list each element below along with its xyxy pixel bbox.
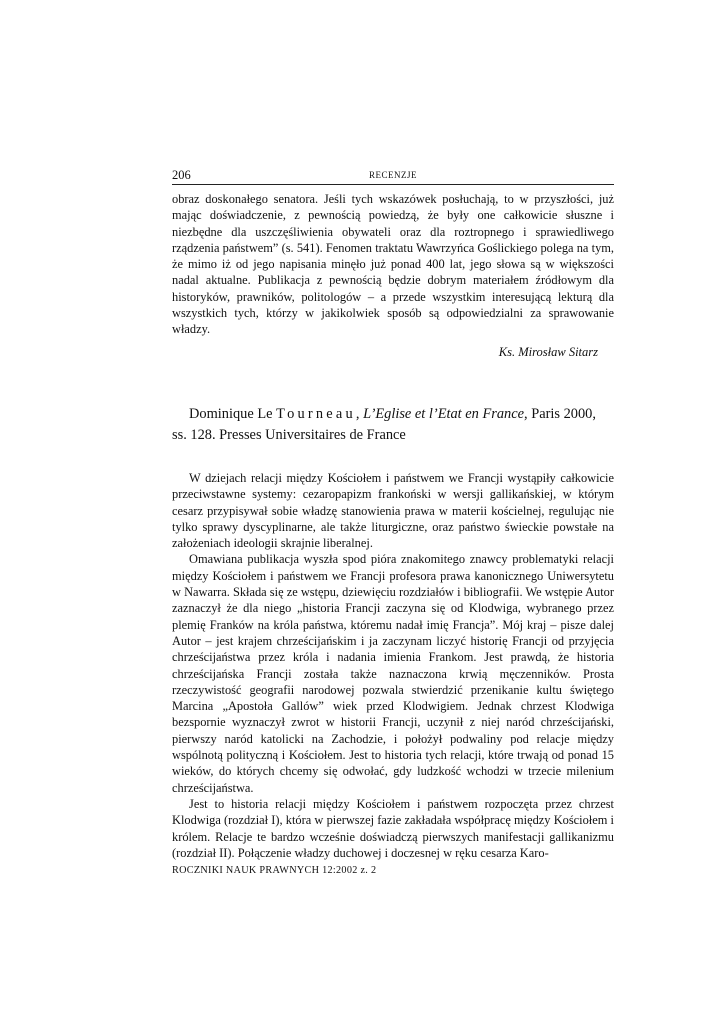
publication-details-1: , Paris 2000,	[524, 406, 596, 422]
previous-review-text	[172, 191, 614, 338]
review-body	[172, 470, 614, 861]
page-number: 206	[172, 168, 191, 182]
separator: ,	[355, 406, 360, 422]
author-last-name: Tourneau	[276, 406, 356, 422]
paragraph: Omawiana publikacja wyszła spod pióra znakomitego znawcy problematyki relacji między Kościołem i państwem we Francji profesora prawa kanonicznego Uniwersytetu w Nawarra. Składa się ze wstępu, dziewięciu rozdziałów i bibliografii. We wstępie Autor zaznaczył że dla niego „historia Francji zaczyna się od Klodwiga, wybranego przez plemię Franków na króla państwa, któremu nadał imię Francja”. Mój kraj – pisze dalej Autor – jest krajem chrześcijańskim i ja zaczynam liczyć historię Francji od przyjęcia chrześcijaństwa przez króla i nadania imienia Frankom. Jest prawdą, że historia chrześcijańska Francji została także naznaczona krwią męczenników. Prosta rzeczywistość geografii narodowej pozwala stwierdzić przenikanie kultu świętego Marcina „Apostoła Gallów” wiek przed Klodwigiem. Jednak chrzest Klodwiga bezspornie wyznaczył zwrot w historii Francji, uczynił z niej naród chrześcijański, pierwszy naród katolicki na Zachodzie, i położył podwaliny pod relacje między wspólnotą polityczną i Kościołem. Jest to historia tych relacji, które trwają od ponad 15 wieków, do których chcemy się odwołać, gdy ludzkość wchodzi w trzecie milenium chrześcijaństwa.	[172, 552, 614, 795]
reviewer-signature: Ks. Mirosław Sitarz	[498, 345, 598, 359]
author-first-name: Dominique Le	[189, 406, 273, 422]
paragraph: Jest to historia relacji między Kościołem i państwem rozpoczęta przez chrzest Klodwiga (rozdział I), która w pierwszej fazie zakładała współpracę między Kościołem i królem. Relacje te bardzo wcześnie doświadczą pierwszych manifestacji gallikanizmu (rozdział II). Połączenie władzy duchowej i doczesnej w ręku cesarza Karo-	[172, 796, 614, 860]
journal-footer: ROCZNIKI NAUK PRAWNYCH 12:2002 z. 2	[172, 865, 377, 876]
book-title: L’Eglise et l’Etat en France	[363, 406, 525, 422]
review-heading	[172, 404, 614, 446]
running-head: RECENZJE	[369, 170, 417, 180]
paragraph: W dziejach relacji między Kościołem i państwem we Francji wystąpiły całkowicie przeciwstawne systemy: cezaropapizm frankoński w wersji gallikańskiej, w którym cesarz przypisywał sobie władzę stanowienia prawa w materii kościelnej, regulując nie tylko sprawy dyscyplinarne, ale także liturgiczne, oraz państwo świeckie powstałe na założeniach ideologii skrajnie liberalnej.	[172, 471, 614, 551]
paragraph: obraz doskonałego senatora. Jeśli tych wskazówek posłuchają, to w przyszłości, już mając doświadczenie, z pewnością powiedzą, że były one całkowicie słuszne i niezbędne dla uszczęśliwienia obywateli oraz dla roztropnego i sprawiedliwego rządzenia państwem” (s. 541). Fenomen traktatu Wawrzyńca Goślickiego polega na tym, że mimo iż od jego napisania minęło już ponad 400 lat, jego słowa są w większości nadal aktualne. Publikacja z pewnością będzie dobrym materiałem źródłowym dla historyków, prawników, politologów – a przede wszystkim interesującą lekturą dla wszystkich tych, którzy w jakikolwiek sposób są odpowiedzialni za sprawowanie władzy.	[172, 192, 614, 337]
page-header	[172, 168, 614, 185]
publication-details-2: ss. 128. Presses Universitaires de France	[172, 427, 406, 443]
